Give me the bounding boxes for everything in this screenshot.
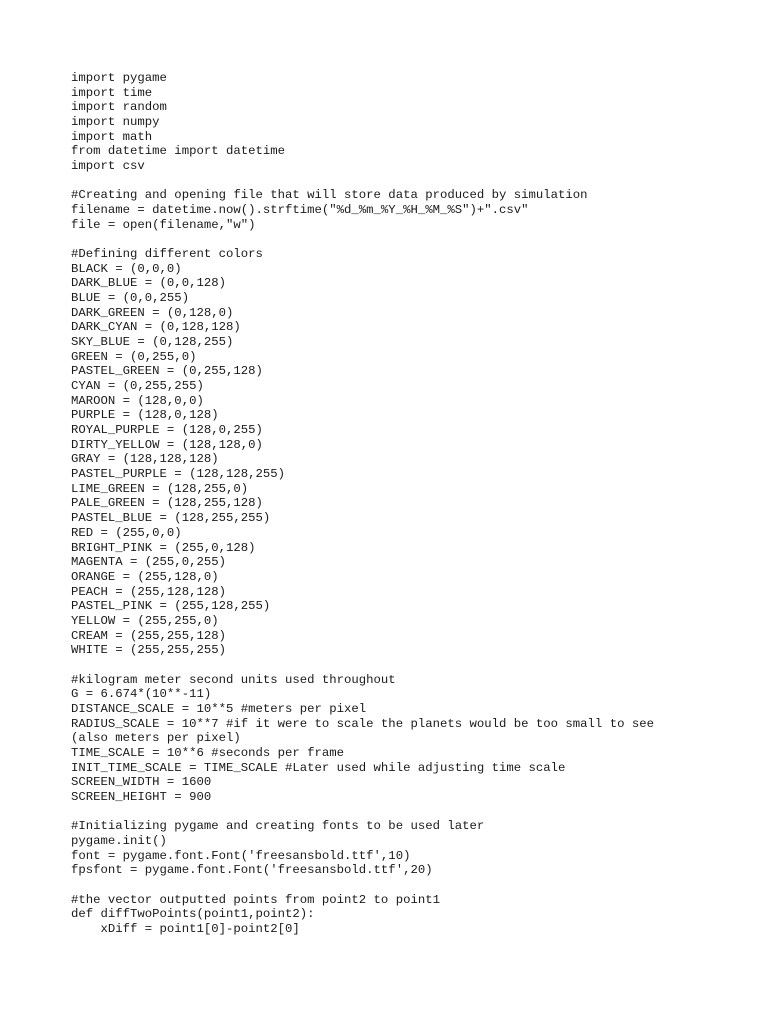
code-line: PASTEL_PINK = (255,128,255): [71, 599, 271, 614]
code-line: [71, 174, 731, 189]
code-line: MAROON = (128,0,0): [71, 393, 204, 408]
code-line: SCREEN_WIDTH = 1600: [71, 775, 212, 790]
code-line: [71, 658, 731, 673]
code-line: [71, 878, 731, 893]
code-line: GREEN = (0,255,0): [71, 349, 197, 364]
code-line: MAGENTA = (255,0,255): [71, 555, 226, 570]
code-line: LIME_GREEN = (128,255,0): [71, 481, 249, 496]
code-line: CYAN = (0,255,255): [71, 379, 204, 394]
code-line: SKY_BLUE = (0,128,255): [71, 335, 234, 350]
code-line: #the vector outputted points from point2 to point1: [71, 892, 440, 907]
code-line: GRAY = (128,128,128): [71, 452, 219, 467]
code-line: def diffTwoPoints(point1,point2):: [71, 907, 315, 922]
code-line: ORANGE = (255,128,0): [71, 569, 219, 584]
code-line: ROYAL_PURPLE = (128,0,255): [71, 423, 263, 438]
code-line: import random: [71, 100, 167, 115]
code-line: xDiff = point1[0]-point2[0]: [71, 921, 300, 936]
code-line: DARK_GREEN = (0,128,0): [71, 305, 234, 320]
code-line: file = open(filename,"w"): [71, 217, 256, 232]
code-line: BLUE = (0,0,255): [71, 291, 190, 306]
code-line: [71, 232, 731, 247]
code-line: font = pygame.font.Font('freesansbold.ttf',10): [71, 848, 411, 863]
code-line: PALE_GREEN = (128,255,128): [71, 496, 263, 511]
code-line: BRIGHT_PINK = (255,0,128): [71, 540, 256, 555]
code-line: #kilogram meter second units used throughout: [71, 672, 396, 687]
code-line: WHITE = (255,255,255): [71, 643, 226, 658]
code-line: import math: [71, 129, 153, 144]
code-line: #Creating and opening file that will store data produced by simulation: [71, 188, 588, 203]
code-line: import csv: [71, 159, 145, 174]
code-listing: [71, 71, 731, 937]
code-line: import numpy: [71, 115, 160, 130]
code-line: PASTEL_GREEN = (0,255,128): [71, 364, 263, 379]
code-line: DIRTY_YELLOW = (128,128,0): [71, 437, 263, 452]
code-line: (also meters per pixel): [71, 731, 241, 746]
code-line: import time: [71, 85, 153, 100]
code-line: BLACK = (0,0,0): [71, 261, 182, 276]
code-line: RED = (255,0,0): [71, 525, 182, 540]
code-line: G = 6.674*(10**-11): [71, 687, 212, 702]
code-line: RADIUS_SCALE = 10**7 #if it were to scale the planets would be too small to see: [71, 716, 654, 731]
code-line: TIME_SCALE = 10**6 #seconds per frame: [71, 745, 345, 760]
code-line: INIT_TIME_SCALE = TIME_SCALE #Later used while adjusting time scale: [71, 760, 566, 775]
code-line: CREAM = (255,255,128): [71, 628, 226, 643]
code-line: fpsfont = pygame.font.Font('freesansbold.ttf',20): [71, 863, 433, 878]
code-line: DARK_CYAN = (0,128,128): [71, 320, 241, 335]
code-line: #Defining different colors: [71, 247, 263, 262]
code-line: [71, 805, 731, 820]
code-line: SCREEN_HEIGHT = 900: [71, 789, 212, 804]
code-line: DISTANCE_SCALE = 10**5 #meters per pixel: [71, 701, 367, 716]
code-line: #Initializing pygame and creating fonts to be used later: [71, 819, 485, 834]
code-line: YELLOW = (255,255,0): [71, 613, 219, 628]
code-line: from datetime import datetime: [71, 144, 286, 159]
code-line: PURPLE = (128,0,128): [71, 408, 219, 423]
code-line: PASTEL_BLUE = (128,255,255): [71, 511, 271, 526]
code-line: PASTEL_PURPLE = (128,128,255): [71, 467, 286, 482]
code-line: PEACH = (255,128,128): [71, 584, 226, 599]
code-line: import pygame: [71, 71, 167, 85]
code-line: DARK_BLUE = (0,0,128): [71, 276, 226, 291]
code-line: filename = datetime.now().strftime("%d_%m_%Y_%H_%M_%S")+".csv": [71, 203, 529, 218]
code-line: pygame.init(): [71, 833, 167, 848]
